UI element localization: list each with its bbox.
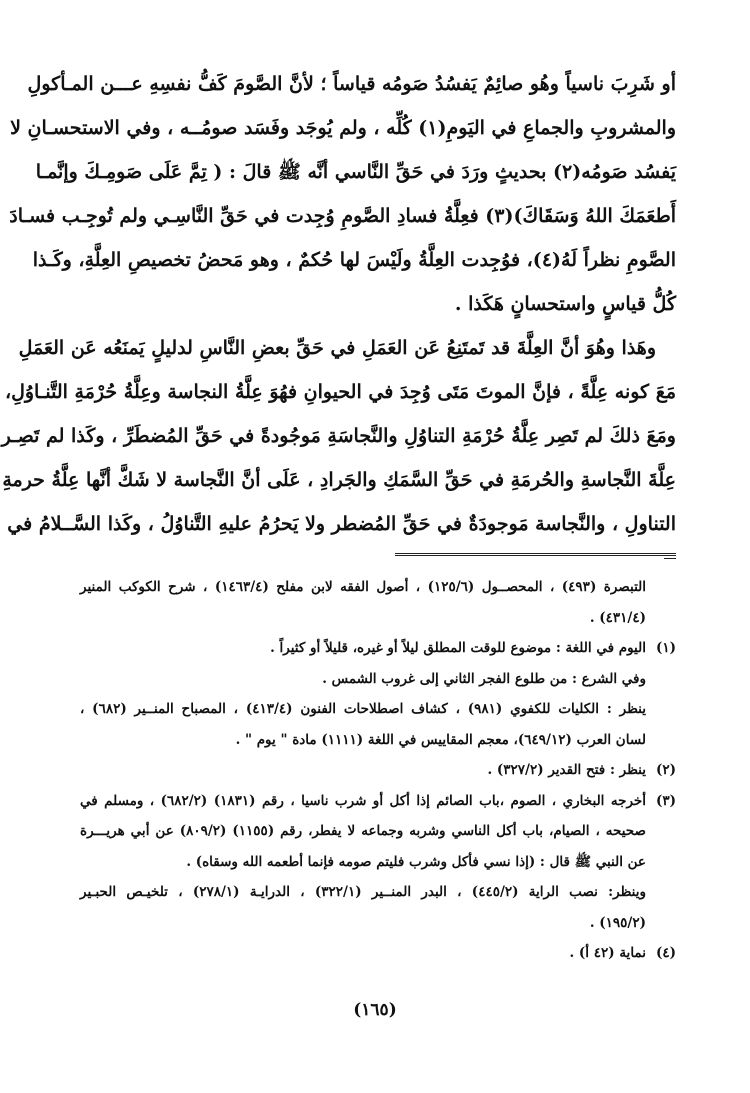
footnote-number: (٤) xyxy=(655,945,676,961)
footnote-text: ينظر : فتح القدير (٣٢٧/٢) . xyxy=(487,762,646,778)
footnote-line: صحيحه ، الصيام، باب أكل الناسي وشربه وجماعه لا يفطر، رقم (١١٥٥) (٨٠٩/٢) عن أبي هريـــرة xyxy=(80,823,646,839)
footnote-line: وينظر: نصب الراية (٤٤٥/٢) ، البدر المنــير (٣٢٢/١) ، الدرايـة (٢٧٨/١) ، تلخيـص الحبـير xyxy=(80,884,646,900)
footnote-text: أخرجه البخاري ، الصوم ،باب الصائم إذا أكل أو شرب ناسيا ، رقم (١٨٣١) (٦٨٢/٢) ، ومسلم في xyxy=(80,792,646,809)
body-line: ومَعَ ذلكَ لم تَصِر عِلَّةُ حُرْمَةِ التناوُلِ والنَّجاسَةِ مَوجُودةً في حَقِّ المُضطَرِّ ، وكَذا لم تَصِـر xyxy=(1,425,676,447)
footnote-1 xyxy=(80,633,676,664)
body-line: يَفسُد صَومُه(٢) بحديثٍ ورَدَ في حَقِّ النَّاسي أنَّه ﷺ قالَ : ( تِمَّ عَلَى صَومِـكَ وإنَّمـا xyxy=(35,161,676,183)
body-line: أو شَرِبَ ناسياً وهُو صائِمٌ يَفسُدُ صَومُه قياساً ؛ لأنَّ الصَّومَ كَفُّ نفسِهِ عـــن المـأكولِ xyxy=(27,73,676,95)
page-number: (١٦٥) xyxy=(353,1000,397,1020)
footnote-number: (٣) xyxy=(655,792,676,809)
footnote-number: (٢) xyxy=(655,762,676,778)
body-line: والمشروبِ والجماعِ في اليَومِ(١) كُلِّه ، ولم يُوجَد وفَسَد صومُــه ، وفي الاستحسـانِ لا xyxy=(10,117,676,139)
body-line: عِلَّةَ النَّجاسةِ والحُرمَةِ في حَقِّ السَّمَكِ والجَرادِ ، عَلَى أنَّ النَّجاسة لا شَكَّ أنَّها عِلَّةُ حرمةِ xyxy=(2,469,676,491)
footnotes xyxy=(80,572,676,969)
footnote-number: (١) xyxy=(655,640,676,656)
footnote-line: عن النبي ﷺ قال : (إذا نسي فأكل وشرب فليتم صومه فإنما أطعمه الله وسقاه) . xyxy=(186,853,646,870)
footnote-line: ينظر : الكليات للكفوي (٩٨١) ، كشاف اصطلاحات الفنون (٤١٣/٤) ، المصباح المنــير (٦٨٢) ، xyxy=(80,701,647,717)
footnote-line: (٤٣١/٤) . xyxy=(589,609,646,626)
footnote-line: التبصرة (٤٩٣) ، المحصــول (١٢٥/٦) ، أصول الفقه لابن مفلح (١٤٦٣/٤) ، شرح الكوكب المنير xyxy=(80,579,647,595)
footnote-line: لسان العرب (٦٤٩/١٢)، معجم المقاييس في اللغة (١١١١) مادة " يوم " . xyxy=(235,731,646,748)
footnote-separator xyxy=(395,553,676,556)
body-line: وهَذا وهُوَ أنَّ العِلَّةَ قد تَمتَنِعُ عَن العَمَلِ في حَقِّ بعضِ النَّاسِ لدليلٍ يَمنَعُه عَن العَمَلِ xyxy=(18,337,656,359)
footnote-text: نماية (٤٢ أ) . xyxy=(569,945,646,961)
body-line: كُلُّ قياسٍ واستحسانٍ هَكَذا . xyxy=(454,293,676,315)
footnote-line: وفي الشرع : من طلوع الفجر الثاني إلى غروب الشمس . xyxy=(322,670,646,687)
footnote-text: اليوم في اللغة : موضوع للوقت المطلق ليلاً أو غيره، قليلاً أو كثيراً . xyxy=(270,640,646,656)
body-line: التناولِ ، والنَّجاسة مَوجودَةٌ في حَقِّ المُضطر ولا يَحرُمُ عليهِ التَّناوُلُ ، وكَذا السَّــلامُ في xyxy=(7,513,676,535)
footnote-separator-mark xyxy=(664,558,676,559)
footnote-line: (١٩٥/٢) . xyxy=(589,914,646,931)
footnote-4 xyxy=(80,938,676,969)
footnote-3 xyxy=(80,786,676,817)
body-line: الصَّومِ نظراً لَهُ(٤)، فوُجِدت العِلَّةُ ولَيْسَ لها حُكمٌ ، وهو مَحضُ تخصيصِ العِلَّةِ، وكَـذا xyxy=(32,249,676,271)
main-body-text xyxy=(1,62,676,546)
body-line: أَطعَمَكَ اللهُ وَسَقَاكَ)(٣) فعِلَّةُ فسادِ الصَّومِ وُجِدت في حَقِّ النَّاسِـي ولم تُوجِـب فسـادَ xyxy=(9,205,676,227)
body-line: مَعَ كونه عِلَّةً ، فإنَّ الموتَ مَتَى وُجِدَ في الحيوانِ فهُوَ عِلَّةُ النجاسة وعِلَّةُ حُرْمَةِ التَّنـاوُلِ، xyxy=(4,381,676,403)
footnote-2 xyxy=(80,755,676,786)
